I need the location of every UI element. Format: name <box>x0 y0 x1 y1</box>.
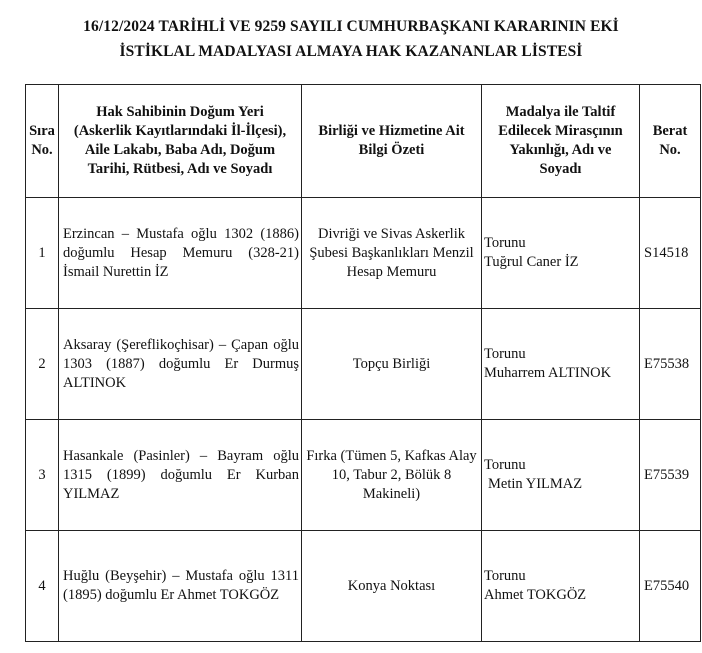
berat-no-text: E75540 <box>644 577 690 594</box>
hak-sahibi-cell <box>59 309 302 420</box>
yakinlik-text: Torunu <box>484 457 526 473</box>
header-berat-no-text: Berat No. <box>652 123 688 158</box>
header-hak-sahibi <box>59 85 302 198</box>
birlik-cell <box>302 420 482 531</box>
table-row <box>26 420 701 531</box>
header-birlik-text: Birliği ve Hizmetine Ait Bilgi Özeti <box>318 123 465 158</box>
table-row <box>26 309 701 420</box>
header-madalya <box>482 85 640 198</box>
header-hak-sahibi-text: Hak Sahibinin Doğum Yeri (Askerlik Kayıtlarındaki İl-İlçesi), Aile Lakabı, Baba Adı, Doğum Tarihi, Rütbesi, Adı ve Soyadı <box>73 104 287 177</box>
hak-sahibi-text: Aksaray (Şereflikoçhisar) – Çapan oğlu 1303 (1887) doğumlu Er Durmuş ALTINOK <box>63 336 299 391</box>
yakinlik-text: Torunu <box>484 235 526 251</box>
row-number: 1 <box>26 198 59 309</box>
yakinlik-text: Torunu <box>484 346 526 362</box>
mirasci-cell <box>482 198 640 309</box>
birlik-text: Divriği ve Sivas Askerlik Şubesi Başkanlıkları Menzil Hesap Memuru <box>309 225 474 280</box>
birlik-text: Konya Noktası <box>347 577 436 594</box>
mirasci-name: Tuğrul Caner İZ <box>484 254 579 270</box>
header-birlik <box>302 85 482 198</box>
birlik-cell <box>302 531 482 642</box>
document-title-line-1: 16/12/2024 TARİHLİ VE 9259 SAYILI CUMHURBAŞKANI KARARININ EKİ <box>83 18 619 35</box>
document-title-line-2: İSTİKLAL MADALYASI ALMAYA HAK KAZANANLAR LİSTESİ <box>119 43 583 60</box>
berat-no-cell <box>640 420 701 531</box>
mirasci-name: Metin YILMAZ <box>488 476 583 492</box>
berat-no-cell <box>640 198 701 309</box>
mirasci-cell <box>482 531 640 642</box>
berat-no-text: S14518 <box>644 244 689 261</box>
mirasci-name: Ahmet TOKGÖZ <box>484 587 587 603</box>
row-number: 2 <box>26 309 59 420</box>
header-sira-no <box>26 85 59 198</box>
recipients-table <box>25 84 701 642</box>
berat-no-cell <box>640 531 701 642</box>
birlik-cell <box>302 198 482 309</box>
berat-no-cell <box>640 309 701 420</box>
birlik-text: Fırka (Tümen 5, Kafkas Alay 10, Tabur 2, Bölük 8 Makineli) <box>306 447 477 502</box>
berat-no-text: E75539 <box>644 466 690 483</box>
header-sira-no-text: Sıra No. <box>29 123 55 158</box>
mirasci-cell <box>482 420 640 531</box>
mirasci-cell <box>482 309 640 420</box>
hak-sahibi-text: Erzincan – Mustafa oğlu 1302 (1886) doğumlu Hesap Memuru (328-21) İsmail Nurettin İZ <box>63 225 299 280</box>
hak-sahibi-cell <box>59 420 302 531</box>
row-number: 3 <box>26 420 59 531</box>
header-berat-no <box>640 85 701 198</box>
hak-sahibi-text: Hasankale (Pasinler) – Bayram oğlu 1315 (1899) doğumlu Er Kurban YILMAZ <box>63 447 299 502</box>
berat-no-text: E75538 <box>644 355 690 372</box>
table-row <box>26 531 701 642</box>
hak-sahibi-cell <box>59 198 302 309</box>
row-number: 4 <box>26 531 59 642</box>
yakinlik-text: Torunu <box>484 568 526 584</box>
hak-sahibi-text: Huğlu (Beyşehir) – Mustafa oğlu 1311 (1895) doğumlu Er Ahmet TOKGÖZ <box>63 568 299 603</box>
table-row <box>26 198 701 309</box>
birlik-cell <box>302 309 482 420</box>
birlik-text: Topçu Birliği <box>352 355 431 372</box>
header-madalya-text: Madalya ile Taltif Edilecek Mirasçının Yakınlığı, Adı ve Soyadı <box>498 104 623 177</box>
table-header-row <box>26 85 701 198</box>
hak-sahibi-cell <box>59 531 302 642</box>
mirasci-name: Muharrem ALTINOK <box>484 365 612 381</box>
